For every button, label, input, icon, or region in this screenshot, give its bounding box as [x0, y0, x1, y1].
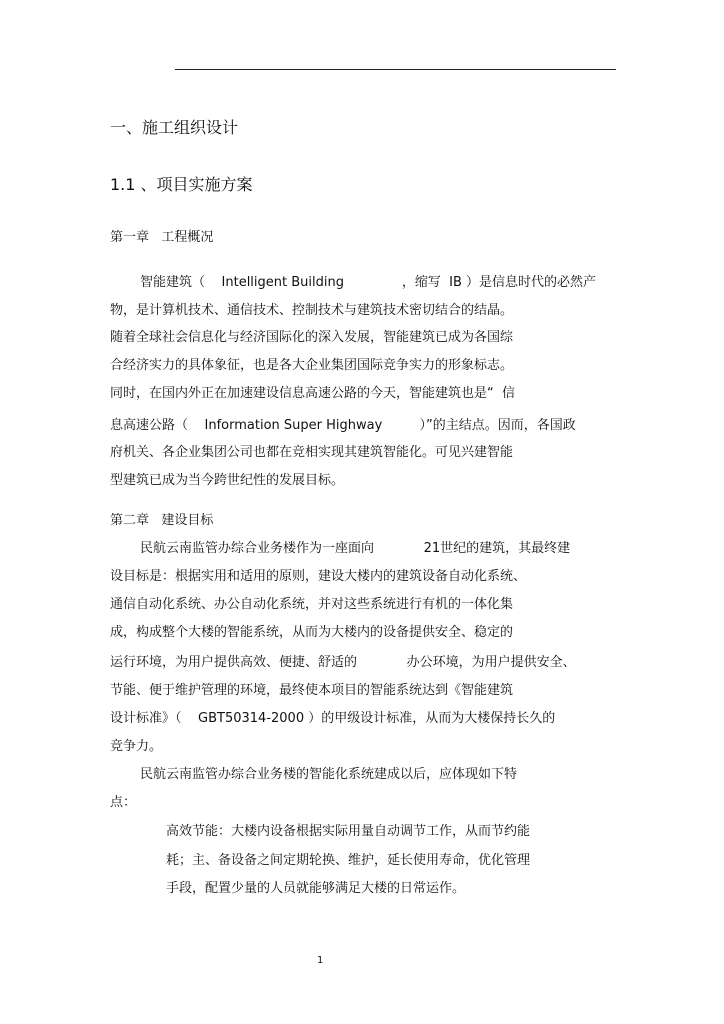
- section-heading: 一、施工组织设计: [110, 118, 239, 137]
- chapter-title: 第一章 工程概况: [110, 230, 214, 245]
- header-rule: [175, 69, 616, 70]
- paragraph-line: 息高速公路（ Information Super Highway ）”的主结点。因而，各国政: [110, 418, 576, 433]
- paragraph-line: 设目标是：根据实用和适用的原则，建设大楼内的建筑设备自动化系统、: [110, 569, 527, 584]
- page-number: 1: [317, 955, 324, 966]
- paragraph-line: 合经济实力的具体象征，也是各大企业集团国际竞争实力的形象标志。: [110, 358, 514, 373]
- subsection-heading: 1.1 、项目实施方案: [110, 175, 253, 194]
- paragraph-line: 点：: [110, 795, 137, 810]
- paragraph-line: 随着全球社会信息化与经济国际化的深入发展，智能建筑已成为各国综: [110, 330, 514, 345]
- paragraph-line: 通信自动化系统、办公自动化系统，并对这些系统进行有机的一体化集: [110, 597, 514, 612]
- paragraph-line: 节能、便于维护管理的环境，最终使本项目的智能系统达到《智能建筑: [110, 683, 514, 698]
- feature-line: 耗；主、备设备之间定期轮换、维护，延长使用寿命，优化管理: [166, 853, 531, 868]
- paragraph-line: 智能建筑（ Intelligent Building ，缩写 IB ）是信息时代的必然产: [140, 275, 596, 290]
- paragraph-line: 府机关、各企业集团公司也都在竞相实现其建筑智能化。可见兴建智能: [110, 445, 514, 460]
- paragraph-line: 型建筑已成为当今跨世纪性的发展目标。: [110, 473, 345, 488]
- paragraph-line: 民航云南监管办综合业务楼的智能化系统建成以后，应体现如下特: [140, 767, 518, 782]
- feature-line: 高效节能：大楼内设备根据实际用量自动调节工作，从而节约能: [166, 824, 531, 839]
- paragraph-line: 设计标准》（ GBT50314-2000 ）的甲级设计标准，从而为大楼保持长久的: [110, 711, 556, 726]
- paragraph-line: 成，构成整个大楼的智能系统，从而为大楼内的设备提供安全、稳定的: [110, 625, 514, 640]
- paragraph-line: 运行环境，为用户提供高效、便捷、舒适的 办公环境，为用户提供安全、: [110, 655, 576, 670]
- paragraph-line: 同时，在国内外正在加速建设信息高速公路的今天，智能建筑也是“ 信: [110, 386, 515, 401]
- paragraph-line: 物，是计算机技术、通信技术、控制技术与建筑技术密切结合的结晶。: [110, 303, 514, 318]
- paragraph-line: 竞争力。: [110, 739, 163, 754]
- feature-line: 手段，配置少量的人员就能够满足大楼的日常运作。: [166, 881, 466, 896]
- paragraph-line: 民航云南监管办综合业务楼作为一座面向 21世纪的建筑，其最终建: [140, 541, 571, 556]
- chapter-title: 第二章 建设目标: [110, 513, 214, 528]
